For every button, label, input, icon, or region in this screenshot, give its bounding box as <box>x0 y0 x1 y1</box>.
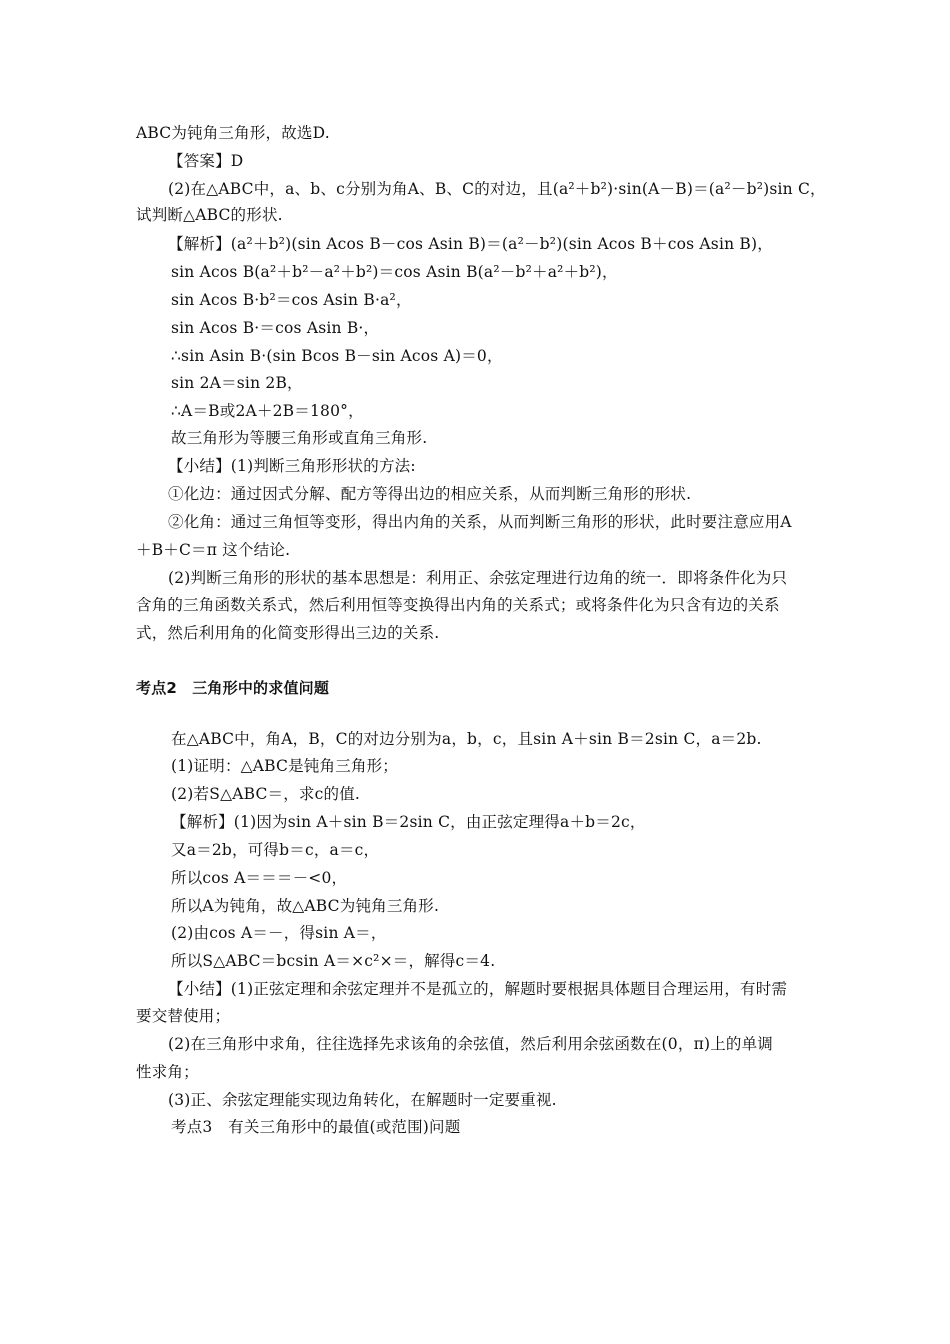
text-line: (2)在三角形中求角，往往选择先求该角的余弦值，然后利用余弦函数在(0，π)上的单调 <box>168 1035 774 1053</box>
text-line: ①化边：通过因式分解、配方等得出边的相应关系，从而判断三角形的形状. <box>168 485 692 503</box>
solution-line: 【解析】(1)因为sin A＋sin B＝2sin C，由正弦定理得a＋b＝2c， <box>171 813 646 831</box>
solution-line: sin 2A＝sin 2B， <box>171 374 303 392</box>
text-line: ＋B＋C＝π 这个结论. <box>136 541 291 559</box>
solution-line: (2)由cos A＝－，得sin A＝， <box>171 924 387 942</box>
solution-line: 所以A为钝角，故△ABC为钝角三角形. <box>171 897 440 915</box>
problem-line: 在△ABC中，角A，B，C的对边分别为a，b，c，且sin A＋sin B＝2sin C，a＝2b. <box>171 730 762 748</box>
text-line: (2)判断三角形的形状的基本思想是：利用正、余弦定理进行边角的统一．即将条件化为只 <box>168 569 788 587</box>
text-line: 性求角； <box>136 1063 199 1081</box>
section-heading: 考点2 三角形中的求值问题 <box>136 679 330 697</box>
solution-line: 又a＝2b，可得b＝c，a＝c， <box>171 841 380 859</box>
text-line: (3)正、余弦定理能实现边角转化，在解题时一定要重视. <box>168 1091 557 1109</box>
text-line: ABC为钝角三角形，故选D. <box>136 124 330 142</box>
solution-line: 故三角形为等腰三角形或直角三角形. <box>171 429 428 447</box>
problem-line: (2)若S△ABC＝，求c的值. <box>171 785 361 803</box>
text-line: 试判断△ABC的形状. <box>136 206 283 224</box>
solution-line: sin Acos B·＝cos Asin B·， <box>171 319 380 337</box>
solution-line: 所以S△ABC＝bcsin A＝×c²×＝，解得c＝4. <box>171 952 496 970</box>
summary-label: 【小结】(1)判断三角形形状的方法: <box>168 457 416 475</box>
solution-line: sin Acos B(a²＋b²－a²＋b²)＝cos Asin B(a²－b²＋a²＋b²)， <box>171 263 618 281</box>
answer-label: 【答案】D <box>168 152 244 170</box>
solution-line: ∴sin Asin B·(sin Bcos B－sin Acos A)＝0， <box>171 347 503 365</box>
text-line: (2)在△ABC中，a、b、c分别为角A、B、C的对边，且(a²＋b²)·sin(A－B)＝(a²－b²)sin C， <box>168 180 826 198</box>
solution-line: sin Acos B·b²＝cos Asin B·a²， <box>171 291 412 309</box>
summary-label: 【小结】(1)正弦定理和余弦定理并不是孤立的，解题时要根据具体题目合理运用，有时需 <box>168 980 788 998</box>
text-line: 式，然后利用角的化简变形得出三边的关系. <box>136 624 440 642</box>
text-line: 含角的三角函数关系式，然后利用恒等变换得出内角的关系式；或将条件化为只含有边的关系 <box>136 596 780 614</box>
solution-line: 所以cos A＝＝＝－<0， <box>171 869 348 887</box>
problem-line: (1)证明：△ABC是钝角三角形； <box>171 757 399 775</box>
section-heading: 考点3 有关三角形中的最值(或范围)问题 <box>171 1118 461 1136</box>
text-line: ②化角：通过三角恒等变形，得出内角的关系，从而判断三角形的形状，此时要注意应用A <box>168 513 792 531</box>
solution-line: 【解析】(a²＋b²)(sin Acos B－cos Asin B)＝(a²－b²)(sin Acos B＋cos Asin B)， <box>168 235 773 253</box>
text-line: 要交替使用； <box>136 1007 231 1025</box>
solution-line: ∴A＝B或2A＋2B＝180°， <box>171 402 364 420</box>
